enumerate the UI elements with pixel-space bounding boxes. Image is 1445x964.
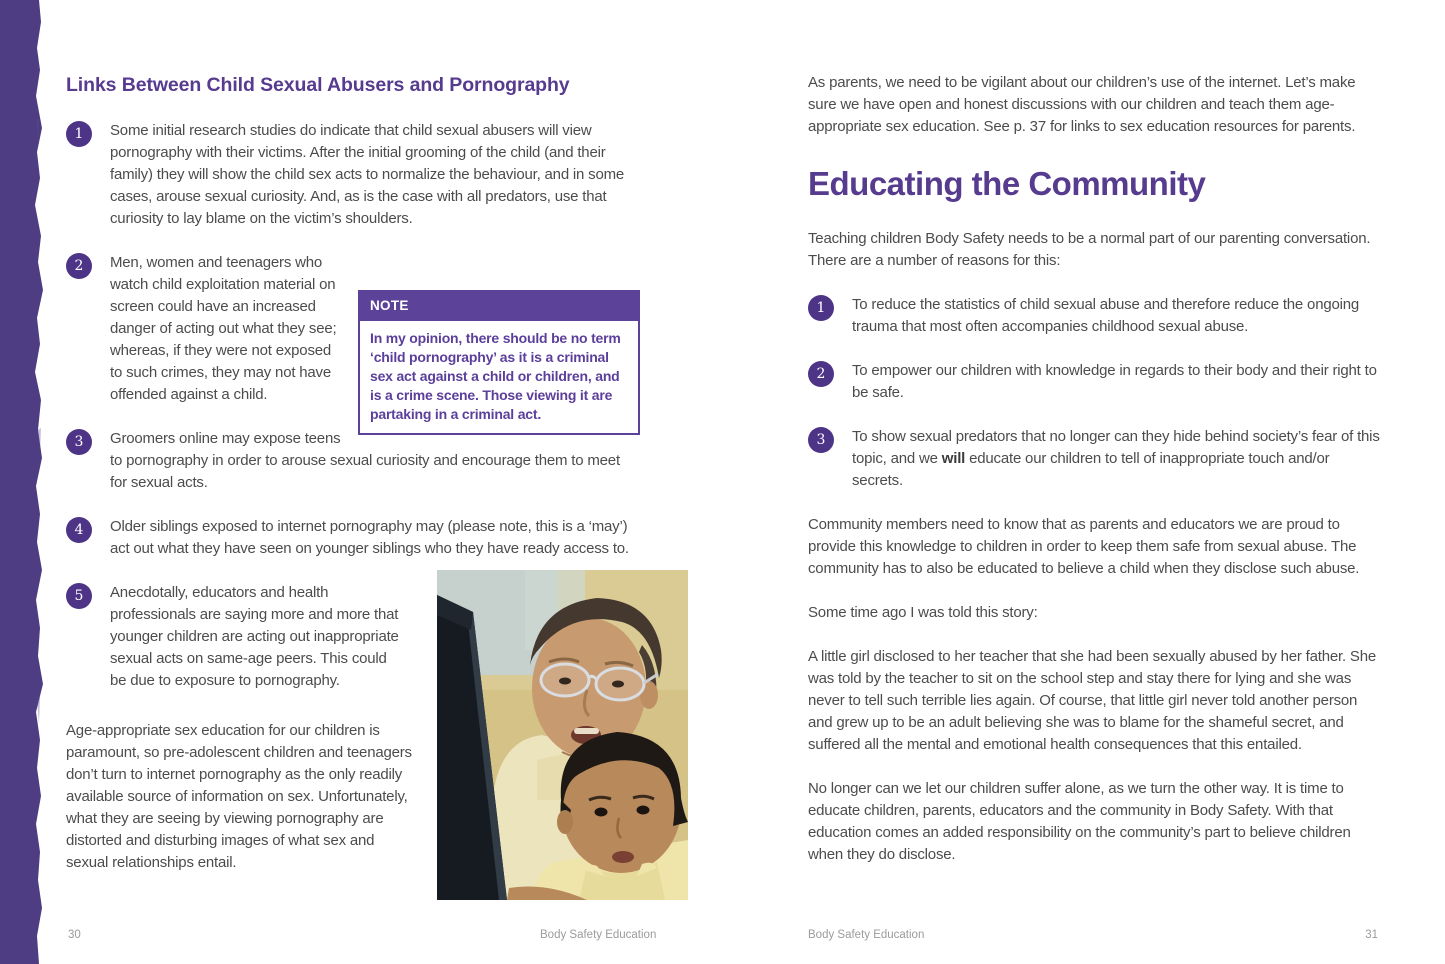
story-paragraph: A little girl disclosed to her teacher that she had been sexually abused by her father. She was told by the teacher to sit on the school step and stay there for lying and she was never to tell such terrible lies again. Of course, that little girl never told another person and grew up to be an adult believing she was to blame for the shameful secret, and suffered all the mental and emotional health consequences that this entailed. <box>808 648 1377 753</box>
list-item-2 <box>808 360 1383 404</box>
left-page-heading: Links Between Child Sexual Abusers and Pornography <box>66 74 570 96</box>
conclusion-paragraph: No longer can we let our children suffer alone, as we turn the other way. It is time to educate children, parents, educators and the community in Body Safety. With that education comes an added responsibility on the community’s part to believe children when they do disclose. <box>808 780 1351 863</box>
intro-paragraph: As parents, we need to be vigilant about our children’s use of the internet. Let’s make sure we have open and honest discussions with our children and teach them age-appropriate sex education. See p. 37 for links to sex education resources for parents. <box>808 74 1356 135</box>
item-number-badge: 4 <box>66 517 92 543</box>
community-paragraph: Community members need to know that as parents and educators we are proud to provide this knowledge to children in order to keep them safe from sexual abuse. The community has to also be educated to believe a child when they disclose such abuse. <box>808 516 1360 577</box>
emphasized-word: will <box>941 450 966 467</box>
item-number-badge: 1 <box>66 121 92 147</box>
list-item-text: To show sexual predators that no longer can they hide behind society’s fear of this topic, and we will educate our children to tell of inappropriate touch and/or secrets. <box>852 428 1380 489</box>
item-number-badge: 2 <box>66 253 92 279</box>
list-item-text: To reduce the statistics of child sexual abuse and therefore reduce the ongoing trauma that most often accompanies childhood sexual abuse. <box>852 296 1360 335</box>
left-page-number: 30 <box>68 929 81 941</box>
right-footer-book-title: Body Safety Education <box>808 929 925 941</box>
note-label: NOTE <box>360 292 638 321</box>
right-page-heading: Educating the Community <box>808 165 1206 202</box>
list-item-text: Groomers online may expose teens to pornography in order to arouse sexual curiosity and encourage them to meet for sexual acts. <box>110 430 620 491</box>
note-callout <box>358 290 640 435</box>
list-item-3 <box>66 428 640 494</box>
closing-paragraph: Age-appropriate sex education for our children is paramount, so pre-adolescent children and teenagers don’t turn to internet pornography as the only readily available source of information on sex. Unfortunately, what they are seeing by viewing pornography are distorted and disturbing images of what sex and sexual relationships entail. <box>66 722 412 871</box>
list-item-text: Older siblings exposed to internet pornography may (please note, this is a ‘may’) act out what they have seen on younger siblings who they have ready access to. <box>110 518 629 557</box>
list-item-1 <box>808 294 1383 338</box>
list-item-3 <box>808 426 1383 492</box>
list-item-4 <box>66 516 640 560</box>
lead-paragraph: Teaching children Body Safety needs to be a normal part of our parenting conversation. There are a number of reasons for this: <box>808 230 1371 269</box>
item-number-badge: 1 <box>808 295 834 321</box>
story-intro-paragraph: Some time ago I was told this story: <box>808 604 1038 621</box>
item-number-badge: 5 <box>66 583 92 609</box>
list-item-text: NOTE In my opinion, there should be no term ‘child pornography’ as it is a criminal sex act against a child or children, and is a crime scene. Those viewing it are partaking in a criminal act. Men, women and teenagers who watch child exploitation material on screen could have an increased danger of acting out what they see; whereas, if they were not exposed to such crimes, they may not have offended against a child. <box>110 252 630 406</box>
item-number-badge: 2 <box>808 361 834 387</box>
left-footer-book-title: Body Safety Education <box>540 929 657 941</box>
list-item-text: Anecdotally, educators and health professionals are saying more and more that younger children are acting out inappropriate sexual acts on same-age peers. This could be due to exposure to pornography. <box>110 584 399 689</box>
item-number-badge: 3 <box>808 427 834 453</box>
list-item-text: Some initial research studies do indicate that child sexual abusers will view pornography with their victims. After the initial grooming of the child (and their family) they will show the child sex acts to normalize the behaviour, and in some cases, arouse sexual curiosity. And, as is the case with all predators, use that curiosity to lay blame on the victim’s shoulders. <box>110 122 625 227</box>
right-page-number: 31 <box>1365 929 1378 941</box>
item-number-badge: 3 <box>66 429 92 455</box>
photo-man-boy-at-computer <box>437 570 688 900</box>
spine-edge <box>0 0 46 964</box>
right-page <box>808 72 1383 866</box>
list-item-2 <box>66 252 640 422</box>
note-text: In my opinion, there should be no term ‘child pornography’ as it is a criminal sex act against a child or children, and is a crime scene. Those viewing it are partaking in a criminal act. <box>370 330 621 422</box>
list-item-1 <box>66 120 640 230</box>
list-item-text: To empower our children with knowledge in regards to their body and their right to be safe. <box>852 362 1377 401</box>
